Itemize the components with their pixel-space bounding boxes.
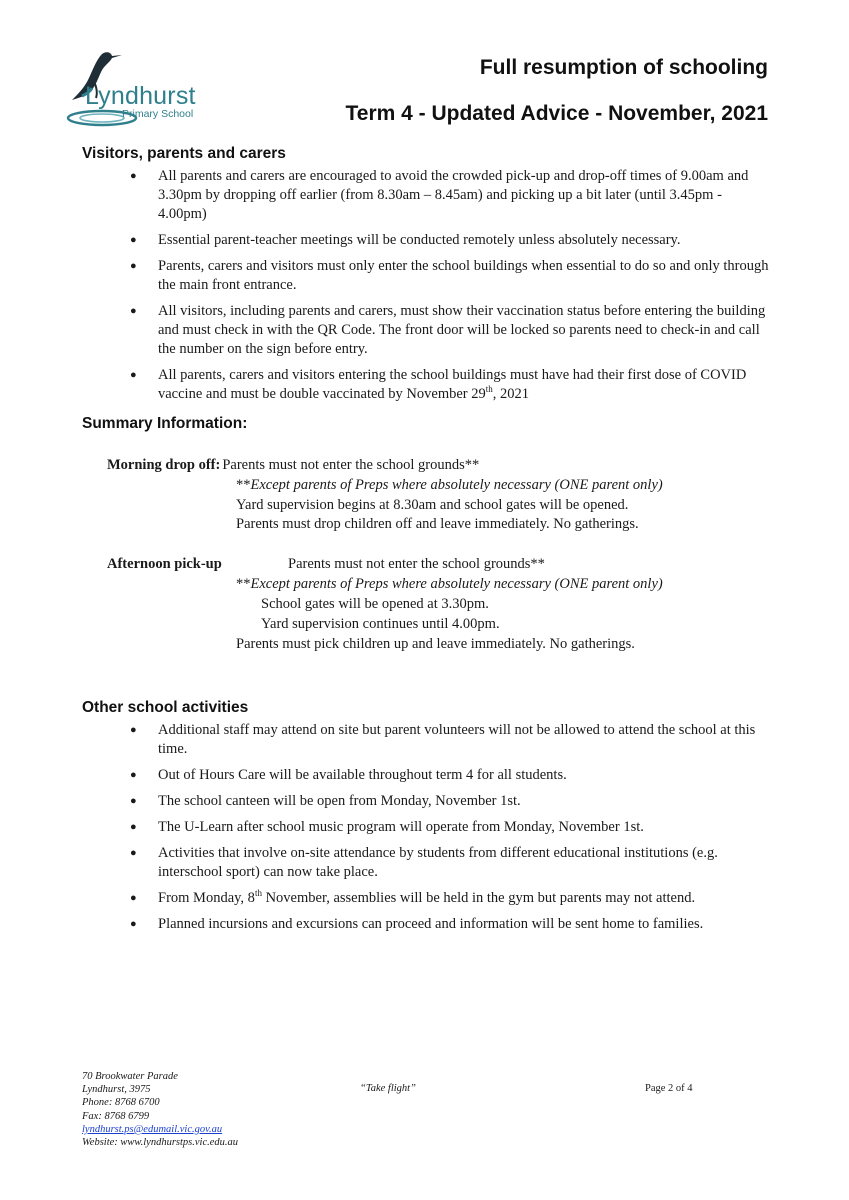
list-item: ● The U-Learn after school music program will operate from Monday, November 1st. [130,819,644,835]
summary-heading: Summary Information: [82,415,248,432]
page-title: Full resumption of schooling [479,56,768,79]
asterisks: ** [236,576,251,592]
morning-exception [236,477,663,494]
list-item-text: November, assemblies will be held in the gym but parents may not attend. [261,890,696,906]
footer-fax: Fax: 8768 6799 [82,1110,150,1122]
footer-address: 70 Brookwater Parade [82,1071,178,1082]
footer-website: Website: www.lyndhurstps.vic.edu.au [82,1137,239,1149]
afternoon-label-text: Afternoon pick-up [107,556,222,572]
list-item-text: The school canteen will be open from Monday, November 1st. [158,793,521,809]
list-item-text: All parents and carers are encouraged to avoid the crowded pick-up and drop-off times of 9.00am and 3.30pm by dropping off earlier (from 8.30am – 8.45am) and picking up a bit later (until 3.45pm - 4.00pm) [158,168,749,222]
list-item-text: Additional staff may attend on site but parent volunteers will not be allowed to attend the school at this time. [158,722,756,757]
footer-suburb: Lyndhurst, 3975 [82,1084,151,1096]
logo-subtitle: Primary School [122,108,194,120]
list-item: ● Planned incursions and excursions can proceed and information will be sent home to families. [130,916,704,932]
afternoon-line: Yard supervision continues until 4.00pm. [261,616,500,632]
morning-line: Yard supervision begins at 8.30am and school gates will be opened. [236,497,629,513]
afternoon-label [107,556,222,573]
asterisks: ** [236,477,251,493]
page-number: Page 2 of 4 [645,1083,693,1094]
school-logo [62,48,212,130]
footer-phone: Phone: 8768 6700 [82,1097,160,1109]
list-item-text: Parents, carers and visitors must only enter the school buildings when essential to do so and only through the main front entrance. [158,258,769,293]
superscript: th [485,384,493,395]
list-item-text: Activities that involve on-site attendance by students from different educational institutions (e.g. interschool sport) can now take place. [158,845,718,880]
list-item: ● All visitors, including parents and carers, must show their vaccination status before entering the building and must check in with the QR Code. The front door will be locked so parents need to check-in and call the number on the sign before entry. [130,303,766,357]
other-list [82,721,772,941]
logo-wordmark: Lyndhurst [85,82,196,110]
list-item-text: Out of Hours Care will be available throughout term 4 for all students. [158,767,567,783]
list-item: ● Out of Hours Care will be available throughout term 4 for all students. [130,767,567,783]
morning-line: Parents must not enter the school grounds** [222,457,480,473]
list-item: ● Additional staff may attend on site but parent volunteers will not be allowed to attend the school at this time. [130,722,756,757]
afternoon-line: Parents must not enter the school grounds** [288,556,545,572]
list-item-text: All visitors, including parents and carers, must show their vaccination status before entering the building and must check in with the QR Code. The front door will be locked so parents need to check-in and call the number on the sign before entry. [158,303,766,357]
list-item: ● The school canteen will be open from Monday, November 1st. [130,793,521,809]
morning-line: Parents must drop children off and leave immediately. No gatherings. [236,516,639,532]
morning-row [107,457,479,474]
visitors-heading: Visitors, parents and carers [82,145,286,162]
superscript: th [254,888,262,899]
list-item-text: , 2021 [492,386,530,402]
list-item: ● From Monday, 8th November, assemblies will be held in the gym but parents may not attend. [130,888,696,906]
morning-exception-text: Except parents of Preps where absolutely necessary (ONE parent only) [250,477,663,493]
footer-contact [82,1070,238,1149]
afternoon-line: School gates will be opened at 3.30pm. [261,596,489,612]
afternoon-exception-text: Except parents of Preps where absolutely necessary (ONE parent only) [250,576,663,592]
other-heading: Other school activities [82,699,249,716]
list-item: ● Parents, carers and visitors must only enter the school buildings when essential to do so and only through the main front entrance. [130,258,769,293]
list-item-text: Planned incursions and excursions can proceed and information will be sent home to families. [158,916,704,932]
list-item-text: The U-Learn after school music program will operate from Monday, November 1st. [158,819,644,835]
visitors-list [82,167,772,411]
list-item: ● All parents and carers are encouraged to avoid the crowded pick-up and drop-off times of 9.00am and 3.30pm by dropping off earlier (from 8.30am – 8.45am) and picking up a bit later (until 3.45pm - 4.00pm) [130,168,749,222]
list-item-text: All parents, carers and visitors entering the school buildings must have had their first dose of COVID vaccine and must be double vaccinated by November 29 [158,367,747,402]
list-item: ● Activities that involve on-site attendance by students from different educational institutions (e.g. interschool sport) can now take place. [130,845,718,880]
afternoon-exception [236,576,663,593]
list-item-text: Essential parent-teacher meetings will be conducted remotely unless absolutely necessary. [158,232,681,248]
afternoon-line: Parents must pick children up and leave immediately. No gatherings. [236,636,635,652]
list-item: ● Essential parent-teacher meetings will be conducted remotely unless absolutely necessary. [130,232,681,248]
page-subtitle: Term 4 - Updated Advice - November, 2021 [345,102,768,125]
footer-email-link[interactable]: lyndhurst.ps@edumail.vic.gov.au [82,1123,223,1135]
footer-tagline: “Take flight” [360,1083,416,1094]
list-item: ● All parents, carers and visitors entering the school buildings must have had their first dose of COVID vaccine and must be double vaccinated by November 29th, 2021 [130,367,747,402]
list-item-text: From Monday, 8 [158,890,255,906]
morning-label: Morning drop off: [107,457,221,473]
